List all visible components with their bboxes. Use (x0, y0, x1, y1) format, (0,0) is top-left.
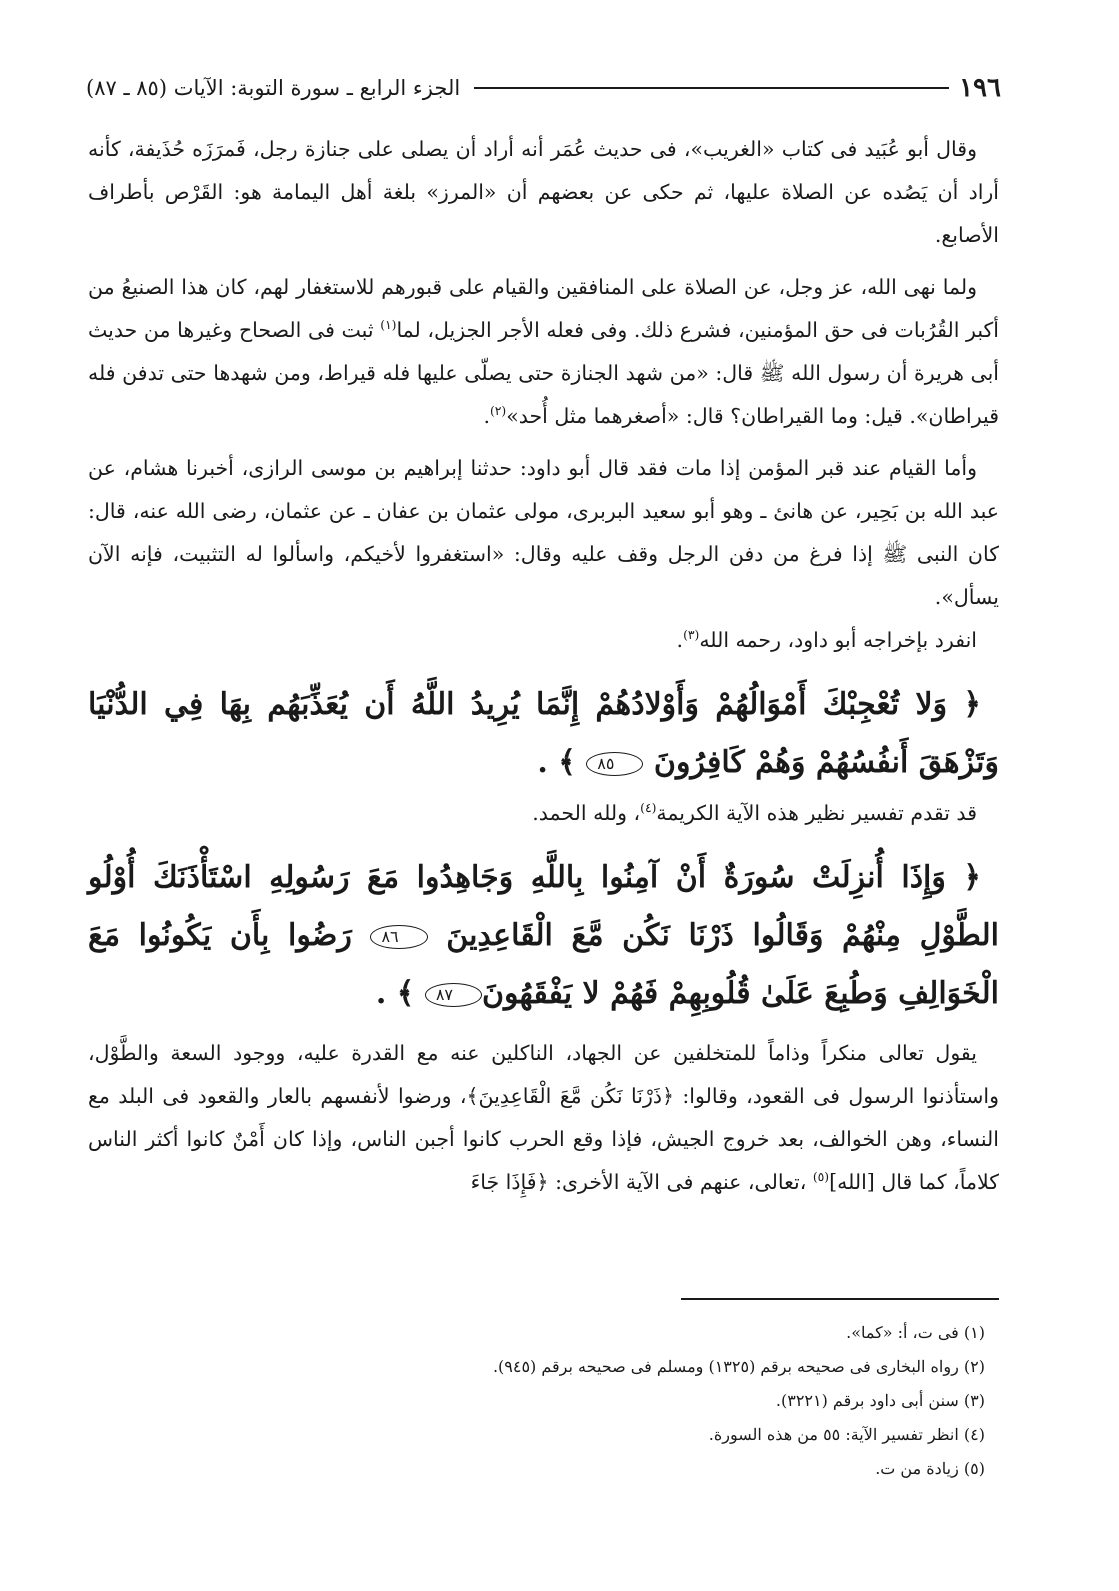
footnote-1: (١) فى ت، أ: «كما». (846, 1323, 985, 1342)
paragraph-text: وقال أبو عُبَيد فى كتاب «الغريب»، فى حديث عُمَر أنه أراد أن يصلى على جنازة رجل، فَمرَزَه حُذَيفة، كأنه أراد أن يَصُده عن الصلاة عليها، ثم حكى عن بعضهم أن «المرز» بلغة أهل اليمامة هو: القَرْص بأطراف الأصابع. (88, 137, 999, 247)
footnote-ref: (٥) (812, 1170, 830, 1185)
period: . (483, 404, 490, 428)
verse-closing-bracket: ﴾ . (375, 976, 415, 1011)
paragraph-abu-ubaid (88, 128, 999, 257)
verse-closing-bracket: ﴾ . (537, 745, 576, 780)
paragraph-text: يقول تعالى منكراً وذاماً للمتخلفين عن الجهاد، الناكلين عنه مع القدرة عليه، ووجود السعة والطَّوْل، واستأذنوا الرسول فى القعود، وقالوا: ﴿ذَرْنَا نَكُن مَّعَ الْقَاعِدِينَ﴾، ورضوا لأنفسهم بالعار والقعود فى البلد مع النساء، وهن الخوالف، بعد خروج الجيش، فإذا وقع الحرب كانوا أجبن الناس، وإذا كان أَمْنٌ كانوا أكثر الناس كلاماً، كما قال [الله] (88, 1041, 999, 1194)
footnote-2: (٢) رواه البخارى فى صحيحه برقم (١٣٢٥) ومسلم فى صحيحه برقم (٩٤٥). (492, 1357, 985, 1376)
footnote-ref: (٢) (489, 404, 507, 419)
running-title: الجزء الرابع ـ سورة التوبة: الآيات (٨٥ ـ ٨٧) (86, 76, 461, 100)
paragraph-text: ولما نهى الله، عز وجل، عن الصلاة على المنافقين والقيام على قبورهم للاستغفار لهم، كان هذا الصنيعُ من أكبر القُرُبات فى حق المؤمنين، فشرع ذلك. وفى فعله الأجر الجزيل، لما (88, 275, 999, 342)
footnote-ref: (٤) (640, 801, 657, 816)
verse-text: ﴿ وَإِذَا أُنزِلَتْ سُورَةٌ أَنْ آمِنُوا بِاللَّهِ وَجَاهِدُوا مَعَ رَسُولِهِ اسْتَأْذَنَكَ أُوْلُو الطَّوْلِ مِنْهُمْ وَقَالُوا ذَرْنَا نَكُن مَّعَ الْقَاعِدِينَ (88, 860, 999, 953)
paragraph-funeral-prayer (88, 266, 999, 438)
paragraph-text: ثبت فى الصحاح وغيرها من حديث أبى هريرة أن رسول الله ﷺ قال: «من شهد الجنازة حتى يصلّى عليها فله قيراط، ومن شهدها حتى تدفن فله قيراطان». قيل: وما القيراطان؟ قال: «أصغرهما مثل أُحد» (88, 318, 999, 428)
quran-verses-86-87 (88, 849, 999, 1023)
footnote-ref: (١) (380, 318, 397, 333)
ayah-number-marker: ٨٧ (425, 983, 482, 1007)
period: . (676, 628, 684, 652)
running-header (86, 68, 1001, 108)
header-rule (474, 87, 949, 89)
footnotes (88, 1316, 985, 1486)
footnote-4: (٤) انظر تفسير الآية: ٥٥ من هذه السورة. (708, 1425, 985, 1444)
footnote-5: (٥) زيادة من ت. (875, 1459, 985, 1478)
footnote-3: (٣) سنن أبى داود برقم (٣٢٢١). (775, 1391, 985, 1410)
paragraph-text: انفرد بإخراجه أبو داود، رحمه الله (699, 628, 977, 652)
paragraph-standing-at-grave (88, 447, 999, 619)
paragraph-tafsir-86-87 (88, 1032, 999, 1204)
verse-text: ﴿ وَلا تُعْجِبْكَ أَمْوَالُهُمْ وَأَوْلادُهُمْ إِنَّمَا يُرِيدُ اللَّهُ أَن يُعَذِّبَهُم بِهَا فِي الدُّنْيَا وَتَزْهَقَ أَنفُسُهُمْ وَهُمْ كَافِرُونَ (88, 687, 999, 780)
main-text (88, 128, 999, 1204)
paragraph-text: قد تقدم تفسير نظير هذه الآية الكريمة (656, 801, 977, 825)
ayah-number-marker: ٨٦ (370, 925, 427, 949)
paragraph-text: ،تعالى، عنهم فى الآية الأخرى: ﴿فَإِذَا جَاءَ (470, 1170, 813, 1194)
footnote-separator (681, 1298, 999, 1300)
ayah-number-marker: ٨٥ (586, 752, 643, 776)
paragraph-text: ، ولله الحمد. (532, 801, 641, 825)
verse-text: رَضُوا بِأَن يَكُونُوا مَعَ الْخَوَالِفِ وَطُبِعَ عَلَىٰ قُلُوبِهِمْ فَهُمْ لا يَفْقَهُونَ (88, 918, 999, 1011)
footnote-ref: (٣) (683, 628, 700, 643)
page-number: ١٩٦ (959, 73, 1001, 103)
paragraph-verse85-note (88, 792, 999, 835)
paragraph-abu-dawud-note (88, 619, 999, 662)
paragraph-text: وأما القيام عند قبر المؤمن إذا مات فقد قال أبو داود: حدثنا إبراهيم بن موسى الرازى، أخبرنا هشام، عن عبد الله بن بَحِير، عن هانئ ـ وهو أبو سعيد البربرى، مولى عثمان بن عفان ـ عن عثمان، رضى الله عنه، قال: كان النبى ﷺ إذا فرغ من دفن الرجل وقف عليه وقال: «استغفروا لأخيكم، واسألوا له التثبيت، فإنه الآن يسأل». (88, 456, 999, 609)
quran-verse-85 (88, 676, 999, 792)
